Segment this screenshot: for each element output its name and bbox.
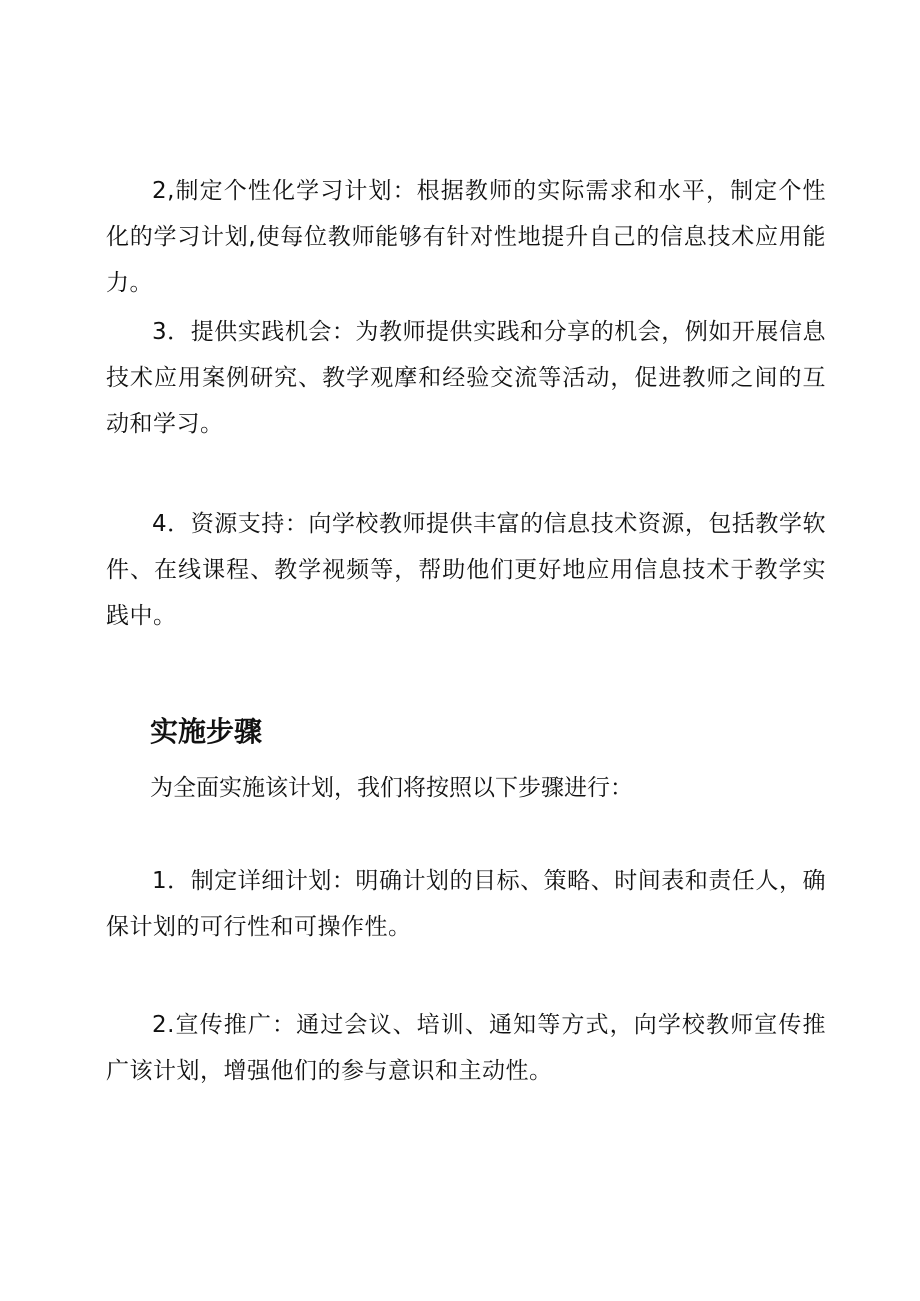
paragraph-practice-opportunities: 3．提供实践机会：为教师提供实践和分享的机会，例如开展信息技术应用案例研究、教学观摩和经验交流等活动，促进教师之间的互动和学习。: [106, 319, 826, 437]
paragraph-personalized-plan: 2,制定个性化学习计划：根据教师的实际需求和水平，制定个性化的学习计划,使每位教师能够有针对性地提升自己的信息技术应用能力。: [106, 178, 826, 296]
step-promotion: 2.宣传推广：通过会议、培训、通知等方式，向学校教师宣传推广该计划，增强他们的参与意识和主动性。: [106, 1012, 826, 1084]
section-heading: 实施步骤: [150, 715, 263, 748]
step-detailed-plan: 1．制定详细计划：明确计划的目标、策略、时间表和责任人，确保计划的可行性和可操作性。: [106, 868, 826, 940]
paragraph-resource-support: 4．资源支持：向学校教师提供丰富的信息技术资源，包括教学软件、在线课程、教学视频等，帮助他们更好地应用信息技术于教学实践中。: [106, 511, 826, 629]
section-intro: 为全面实施该计划，我们将按照以下步骤进行：: [150, 775, 633, 801]
